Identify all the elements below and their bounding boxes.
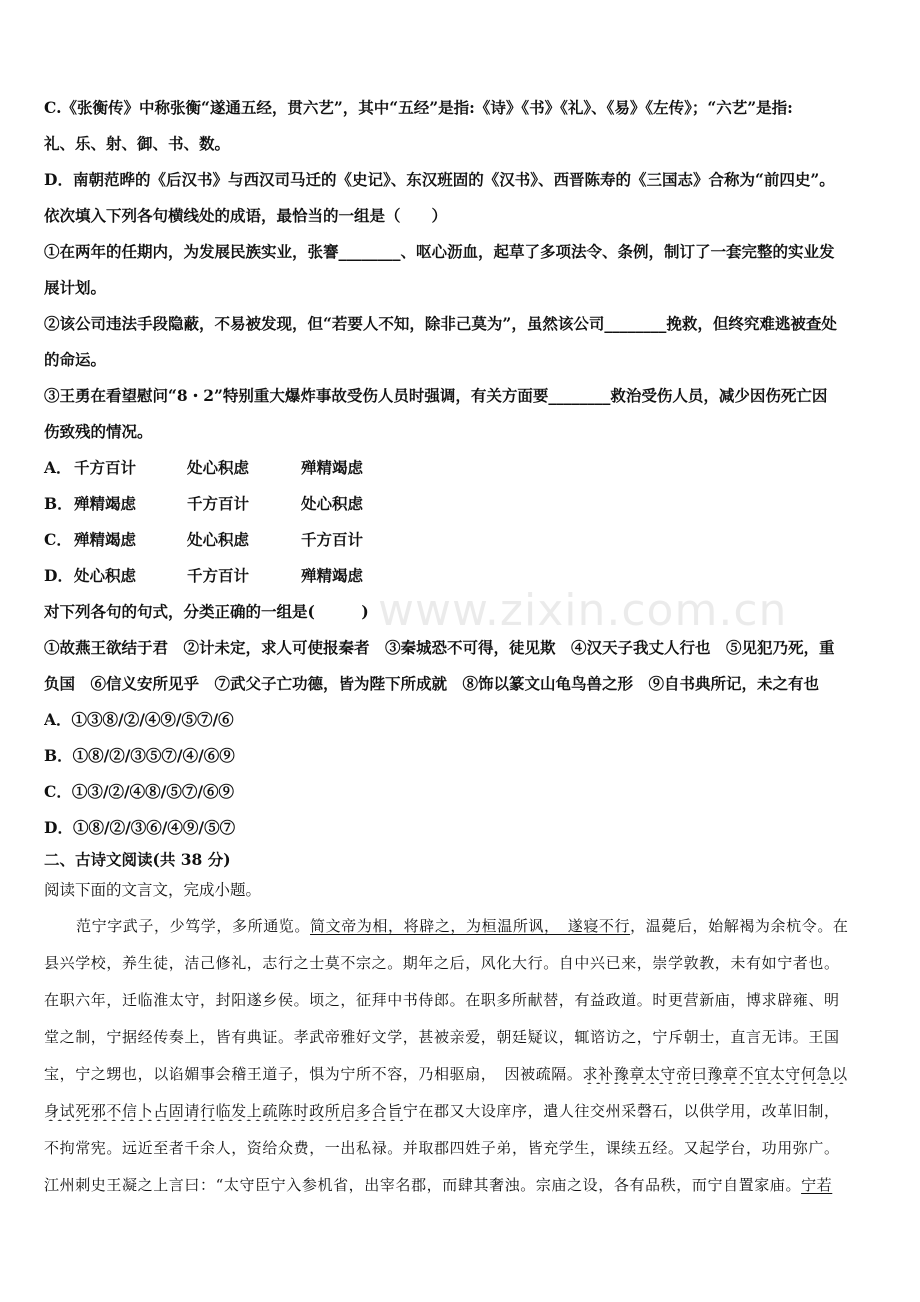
passage-line: 在职六年，迁临淮太守，封阳遂乡侯。顷之，征拜中书侍郎。在职多所献替，有益政道。时更营新庙，博求辟雍、明 <box>44 991 840 1009</box>
q3-option-d[interactable]: D．①⑧/②/③⑥/④⑨/⑤⑦ <box>44 818 236 837</box>
q3-option-a[interactable]: A．①③⑧/②/④⑨/⑤⑦/⑥ <box>44 710 234 729</box>
passage-line <box>76 916 884 936</box>
option-choice-1: 处心积虑 <box>74 566 137 585</box>
q3-items-line2: 负国 ⑥信义安所见乎 ⑦武父子亡功德，皆为陛下所成就 ⑧饰以篆文山龟鸟兽之形 ⑨自书典所记，未之有也 <box>44 674 820 693</box>
option-choice-1: 千方百计 <box>74 458 137 477</box>
passage-line <box>44 1175 884 1195</box>
option-label: B． <box>44 494 73 513</box>
passage-line: 不拘常宪。远近至者千余人，资给众费，一出私禄。并取郡四姓子弟，皆充学生，课续五经。又起学台，功用弥广。 <box>44 1139 840 1157</box>
option-label: A． <box>44 458 72 477</box>
q3-items-line1: ①故燕王欲结于君 ②计未定，求人可使报秦者 ③秦城恐不可得，徒见欺 ④汉天子我丈人行也 ⑤见犯乃死，重 <box>44 638 835 657</box>
option-choice-2: 千方百计 <box>187 566 250 585</box>
q2-option-a[interactable] <box>44 458 363 478</box>
option-choice-2: 处心积虑 <box>187 530 250 549</box>
passage-line: 县兴学校，养生徒，洁己修礼，志行之士莫不宗之。期年之后，风化大行。自中兴已来，崇学敦教，未有如宁者也。 <box>44 954 840 972</box>
passage-text: ，温薨后，始解褐为余杭令。在 <box>630 917 849 935</box>
q2-stem: 依次填入下列各句横线处的成语，最恰当的一组是（ ） <box>44 206 448 225</box>
passage-text: 宁在郡又大设庠序，遣人往交州采磬石，以供学用，改革旧制， <box>402 1102 840 1120</box>
q1-option-d: D．南朝范晔的《后汉书》与西汉司马迁的《史记》、东汉班固的《汉书》、西晋陈寿的《三国志》合称为“前四史”。 <box>44 170 835 189</box>
q2-sentence3-b: 伤致残的情况。 <box>44 422 153 441</box>
q3-stem: 对下列各句的句式，分类正确的一组是( ) <box>44 602 369 621</box>
option-label: C． <box>44 530 72 549</box>
option-choice-3: 殚精竭虑 <box>301 458 364 477</box>
underlined-sentence: 宁若 <box>801 1176 833 1194</box>
option-choice-3: 千方百计 <box>301 530 364 549</box>
passage-line <box>44 1064 884 1084</box>
q2-sentence2-b: 的命运。 <box>44 350 107 369</box>
section-instruction: 阅读下面的文言文，完成小题。 <box>44 881 262 899</box>
underlined-sentence: 简文帝为相，将辟之，为桓温所讽， 遂寝不行 <box>310 917 631 935</box>
q1-option-c-line1: C.《张衡传》中称张衡“遂通五经，贯六艺”，其中“五经”是指:《诗》《书》《礼》、《易》《左传》；“六艺”是指: <box>44 98 793 117</box>
passage-text: 宝，宁之甥也，以谄媚事会稽王道子，惧为宁所不容，乃相驱扇， 因被疏隔。 <box>44 1065 583 1083</box>
q2-sentence1-a: ①在两年的任期内，为发展民族实业，张謇________、呕心沥血，起草了多项法令、条例，制订了一套完整的实业发 <box>44 242 835 261</box>
option-choice-3: 处心积虑 <box>301 494 364 513</box>
q3-option-c[interactable]: C．①③/②/④⑧/⑤⑦/⑥⑨ <box>44 782 234 801</box>
passage-text: 范宁字武子，少笃学，多所通览。 <box>76 917 311 935</box>
wavy-underlined-text: 求补豫章太守帝曰豫章不宜太守何急以 <box>582 1065 848 1083</box>
q1-option-c-line2: 礼、乐、射、御、书、数。 <box>44 134 231 153</box>
wavy-underlined-text: 身试死邪不信卜占固请行临发上疏陈时政所启多合旨 <box>44 1102 403 1120</box>
option-label: D． <box>44 566 73 585</box>
passage-line: 堂之制，宁据经传奏上，皆有典证。孝武帝雅好文学，甚被亲爱，朝廷疑议，辄谘访之，宁斥朝士，直言无讳。王国 <box>44 1028 840 1046</box>
q2-sentence1-b: 展计划。 <box>44 278 107 297</box>
q2-sentence3-a: ③王勇在看望慰问“8・2”特别重大爆炸事故受伤人员时强调，有关方面要________救治受伤人员，减少因伤死亡因 <box>44 386 828 405</box>
passage-text: 江州刺史王凝之上言曰：“太守臣宁入参机省，出宰名郡，而肆其奢浊。宗庙之设，各有品秩，而宁自置家庙。 <box>44 1176 802 1194</box>
q3-option-b[interactable]: B．①⑧/②/③⑤⑦/④/⑥⑨ <box>44 746 235 765</box>
option-choice-2: 千方百计 <box>187 494 250 513</box>
option-choice-1: 殚精竭虑 <box>74 494 137 513</box>
q2-option-c[interactable] <box>44 530 363 550</box>
q2-option-d[interactable] <box>44 566 363 586</box>
q2-option-b[interactable] <box>44 494 363 514</box>
option-choice-2: 处心积虑 <box>187 458 250 477</box>
watermark: www.zixin.com.cn <box>378 585 788 636</box>
section-heading: 二、古诗文阅读(共 38 分) <box>44 850 231 869</box>
q2-sentence2-a: ②该公司违法手段隐蔽，不易被发现，但“若要人不知，除非己莫为”，虽然该公司________挽救，但终究难逃被查处 <box>44 314 837 333</box>
option-choice-3: 殚精竭虑 <box>301 566 364 585</box>
option-choice-1: 殚精竭虑 <box>74 530 137 549</box>
passage-line <box>44 1101 884 1121</box>
